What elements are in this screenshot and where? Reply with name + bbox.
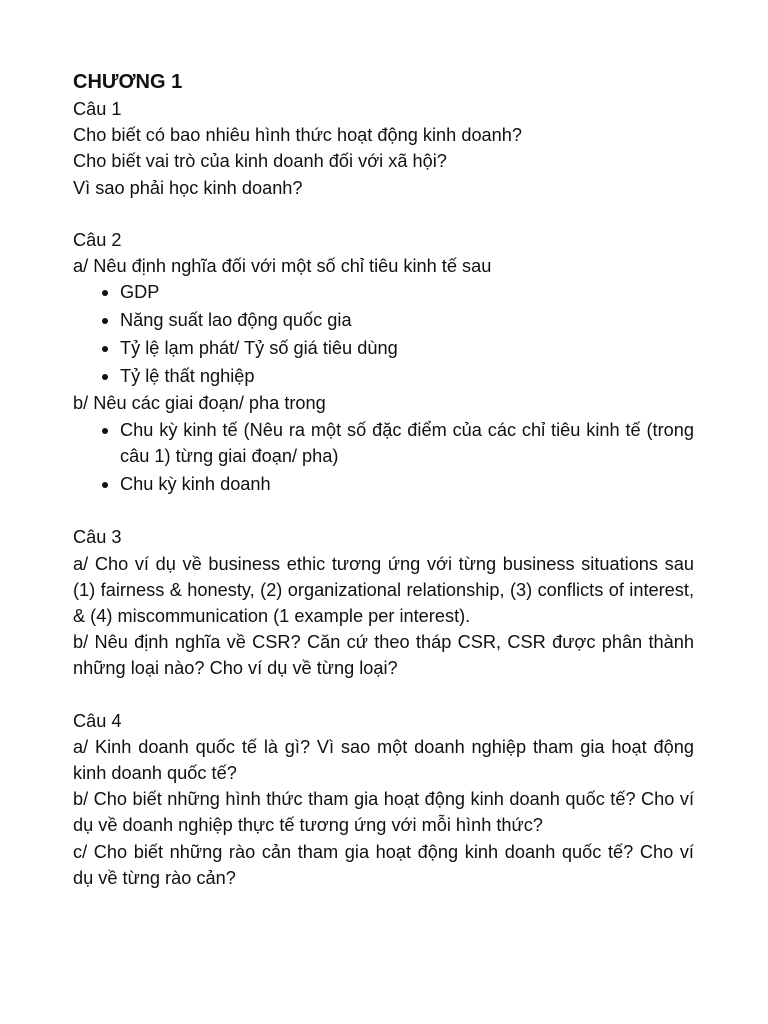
list-item (120, 417, 694, 469)
list-item-text: GDP (120, 282, 160, 303)
question-part-b: b/ Cho biết những hình thức tham gia hoạt động kinh doanh quốc tế? Cho ví dụ về doanh nghiệp thực tế tương ứng với mỗi hình thức? (73, 789, 694, 836)
list-item-text: Chu kỳ kinh tế (Nêu ra một số đặc điểm của các chỉ tiêu kinh tế (trong câu 1) từng giai đoạn/ pha) (120, 419, 694, 466)
bullet-icon (102, 346, 108, 352)
document-page (73, 68, 694, 891)
section-spacer (73, 201, 694, 227)
list-item-text: Tỷ lệ thất nghiệp (120, 365, 255, 386)
section-cau-4 (73, 708, 694, 891)
bullet-icon (102, 482, 108, 488)
list-item (120, 471, 694, 497)
bullet-icon (102, 428, 108, 434)
section-title: Câu 4 (73, 710, 122, 731)
bullet-icon (102, 318, 108, 324)
list-item (120, 279, 694, 305)
question-part-a: a/ Cho ví dụ về business ethic tương ứng với từng business situations sau (1) fairness & honesty, (2) organizational relationship, (3) conflicts of interest, & (4) miscommunication (1 example per interest). (73, 553, 694, 627)
list-item-text: Chu kỳ kinh doanh (120, 473, 271, 494)
list-item (120, 363, 694, 389)
chapter-title: CHƯƠNG 1 (73, 71, 183, 93)
bullet-list (73, 279, 694, 389)
section-cau-2 (73, 227, 694, 497)
question-part-c: c/ Cho biết những rào cản tham gia hoạt động kinh doanh quốc tế? Cho ví dụ về từng rào cản? (73, 841, 694, 888)
bullet-icon (102, 290, 108, 296)
section-cau-3 (73, 524, 694, 681)
question-part-b: b/ Nêu định nghĩa về CSR? Căn cứ theo tháp CSR, CSR được phân thành những loại nào? Cho ví dụ về từng loại? (73, 632, 694, 679)
list-item (120, 335, 694, 361)
section-title: Câu 3 (73, 527, 122, 548)
list-item-text: Năng suất lao động quốc gia (120, 310, 352, 331)
question-part-a: a/ Kinh doanh quốc tế là gì? Vì sao một doanh nghiệp tham gia hoạt động kinh doanh quốc tế? (73, 736, 694, 784)
section-title: Câu 2 (73, 229, 122, 250)
section-title: Câu 1 (73, 99, 122, 119)
question-line: Vì sao phải học kinh doanh? (73, 177, 303, 198)
section-spacer (73, 498, 694, 524)
list-item-text: Tỷ lệ lạm phát/ Tỷ số giá tiêu dùng (120, 337, 398, 358)
question-part-b: b/ Nêu các giai đoạn/ pha trong (73, 393, 326, 414)
bullet-icon (102, 374, 108, 380)
question-line: Cho biết có bao nhiêu hình thức hoạt động kinh doanh? (73, 125, 523, 146)
bullet-list (73, 417, 694, 497)
question-part-a: a/ Nêu định nghĩa đối với một số chỉ tiêu kinh tế sau (73, 256, 492, 277)
section-spacer (73, 682, 694, 708)
list-item (120, 307, 694, 333)
question-line: Cho biết vai trò của kinh doanh đối với xã hội? (73, 151, 447, 172)
section-cau-1 (73, 96, 694, 201)
